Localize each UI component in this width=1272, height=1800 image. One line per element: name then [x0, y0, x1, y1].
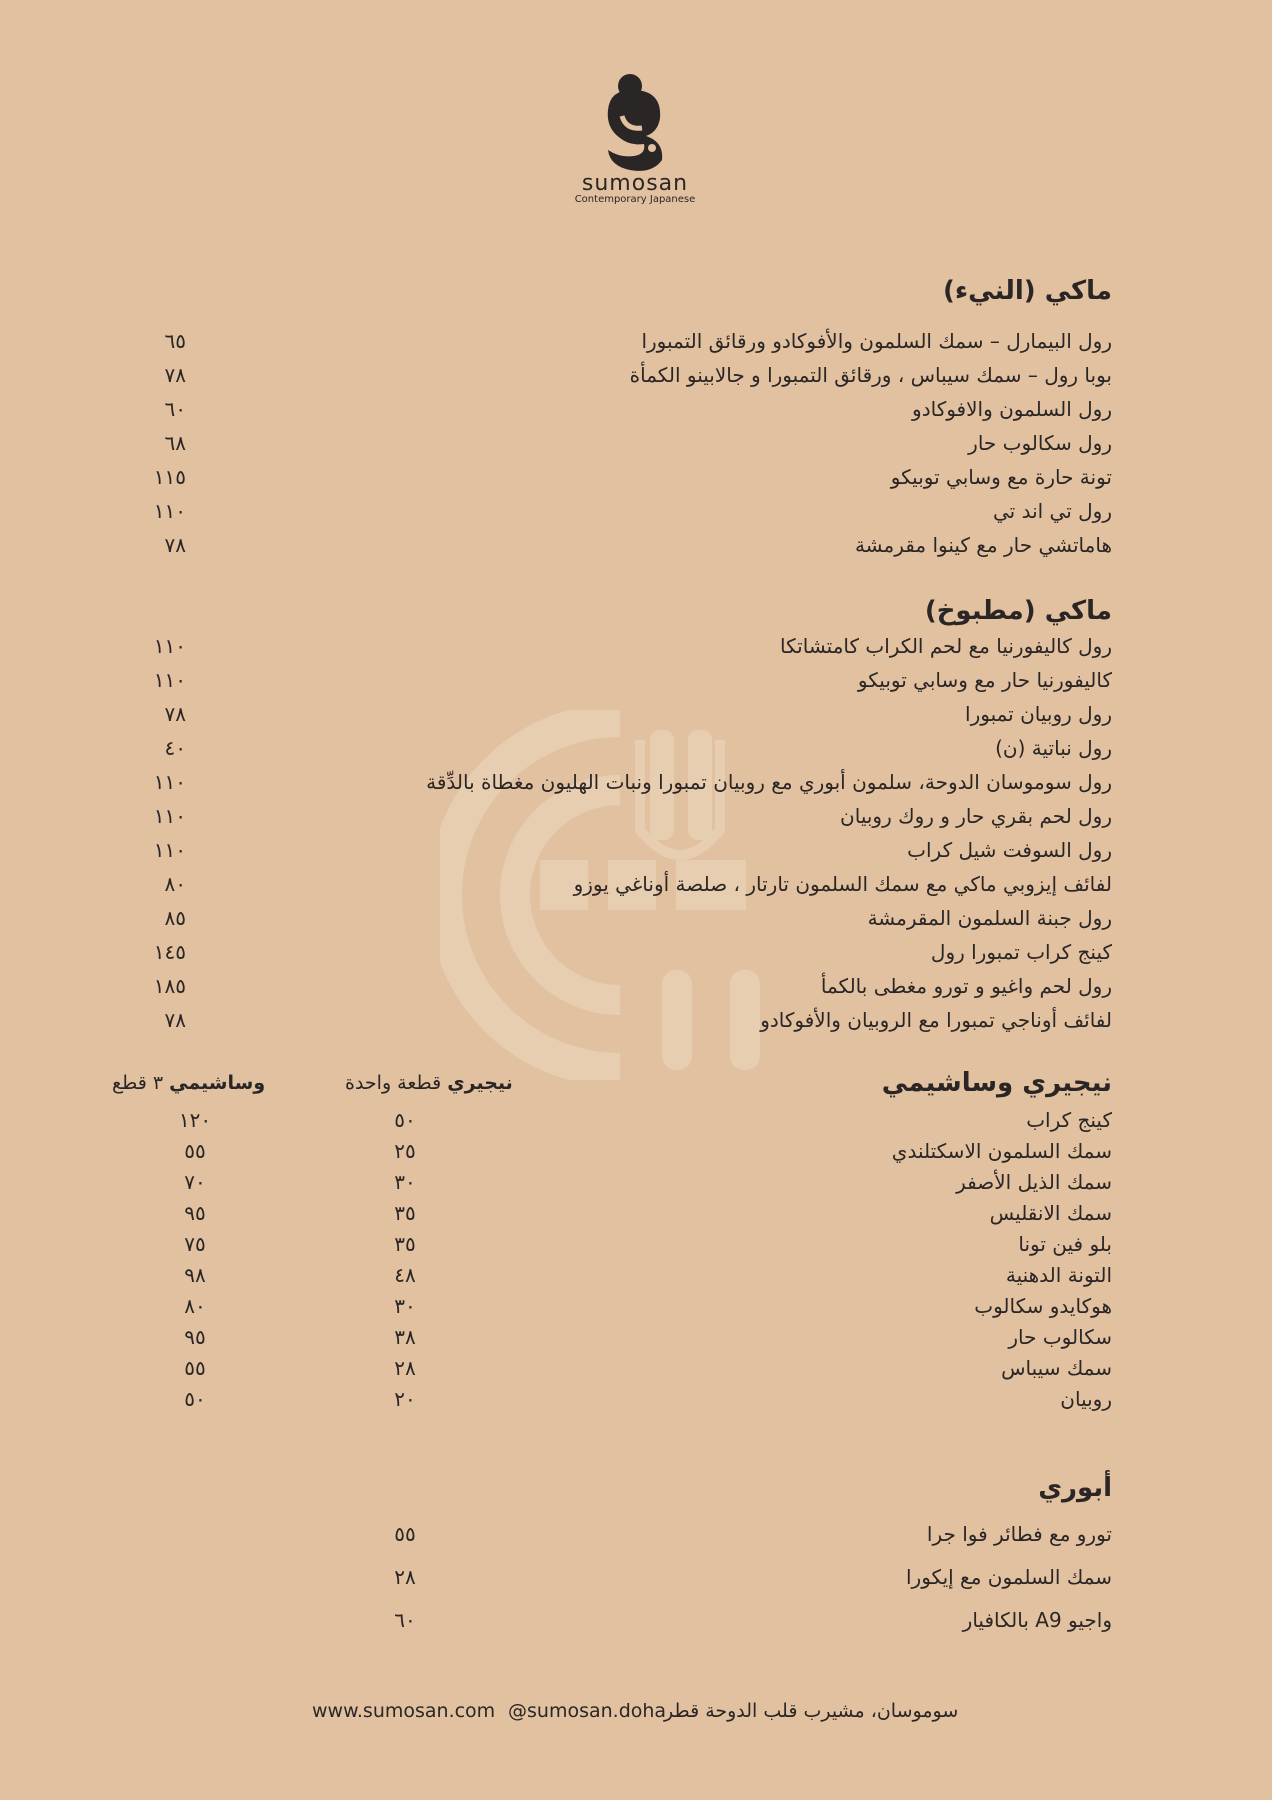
list-item — [150, 533, 1112, 565]
table-row — [150, 1325, 1112, 1355]
item-name: سمك السلمون الاسكتلندي — [891, 1139, 1112, 1163]
footer-instagram: @sumosan.doha — [508, 1700, 667, 1722]
item-price: ١١٠ — [153, 668, 186, 692]
nigiri-price: ٤٨ — [394, 1263, 416, 1287]
item-price: ١١٠ — [153, 499, 186, 523]
sumo-wrestler-icon — [590, 70, 680, 175]
item-price: ٦٥ — [164, 329, 186, 353]
item-price: ٦٠ — [394, 1608, 416, 1632]
list-item — [150, 838, 1112, 870]
item-name: سمك الانقليس — [989, 1201, 1112, 1225]
item-name: كاليفورنيا حار مع وسابي توبيكو — [857, 668, 1112, 692]
nigiri-price: ٢٨ — [394, 1356, 416, 1380]
item-name: لفائف أوناجي تمبورا مع الروبيان والأفوكادو — [760, 1008, 1112, 1032]
nigiri-price: ٣٥ — [394, 1201, 416, 1225]
item-name: رول نباتية (ن) — [995, 736, 1112, 760]
sumosan-logo — [560, 70, 710, 205]
item-name: كينج كراب — [1026, 1108, 1112, 1132]
table-row — [150, 1294, 1112, 1324]
sashimi-header-rest: ٣ قطع — [112, 1072, 164, 1094]
item-name: تورو مع فطائر فوا جرا — [926, 1522, 1112, 1546]
item-name: تونة حارة مع وسابي توبيكو — [890, 465, 1112, 489]
nigiri-price: ٢٥ — [394, 1139, 416, 1163]
nigiri-price: ٣٨ — [394, 1325, 416, 1349]
sashimi-price: ٥٥ — [184, 1356, 206, 1380]
nigiri-column-header — [345, 1072, 513, 1094]
list-item — [150, 736, 1112, 768]
list-item — [150, 431, 1112, 463]
item-name: سمك السلمون مع إيكورا — [905, 1565, 1112, 1589]
sashimi-price: ٧٥ — [184, 1232, 206, 1256]
sashimi-price: ٥٠ — [184, 1387, 206, 1411]
list-item — [150, 499, 1112, 531]
nigiri-price: ٣٠ — [394, 1170, 416, 1194]
item-name: بوبا رول – سمك سيباس ، ورقائق التمبورا و جالابينو الكمأة — [629, 363, 1112, 387]
item-name: بلو فين تونا — [1018, 1232, 1112, 1256]
item-name: رول لحم واغيو و تورو مغطى بالكمأ — [820, 974, 1112, 998]
item-price: ٧٨ — [164, 702, 186, 726]
item-name: كينج كراب تمبورا رول — [930, 940, 1112, 964]
list-item — [150, 1565, 1112, 1595]
item-price: ٧٨ — [164, 363, 186, 387]
sashimi-price: ٩٨ — [184, 1263, 206, 1287]
item-name: روبيان — [1060, 1387, 1112, 1411]
table-row — [150, 1356, 1112, 1386]
item-price: ٤٠ — [164, 736, 186, 760]
list-item — [150, 906, 1112, 938]
brand-name: sumosan — [581, 171, 689, 196]
item-price: ١١٠ — [153, 634, 186, 658]
item-name: رول لحم بقري حار و روك روبيان — [840, 804, 1112, 828]
item-price: ٥٥ — [394, 1522, 416, 1546]
item-price: ٧٨ — [164, 1008, 186, 1032]
table-row — [150, 1139, 1112, 1169]
item-price: ١١٠ — [153, 804, 186, 828]
nigiri-price: ٥٠ — [394, 1108, 416, 1132]
item-name: رول تي اند تي — [992, 499, 1112, 523]
sashimi-price: ٨٠ — [184, 1294, 206, 1318]
item-name: رول جبنة السلمون المقرمشة — [867, 906, 1112, 930]
section-title-aburi: أبوري — [1038, 1473, 1112, 1503]
sashimi-price: ١٢٠ — [178, 1108, 212, 1132]
item-price: ٢٨ — [394, 1565, 416, 1589]
nigiri-price: ٣٥ — [394, 1232, 416, 1256]
list-item — [150, 397, 1112, 429]
item-price: ١٨٥ — [153, 974, 186, 998]
item-price: ٨٠ — [164, 872, 186, 896]
item-name: سمك الذيل الأصفر — [956, 1170, 1112, 1194]
table-row — [150, 1263, 1112, 1293]
table-row — [150, 1387, 1112, 1417]
list-item — [150, 872, 1112, 904]
item-name: سكالوب حار — [1008, 1325, 1112, 1349]
item-price: ٦٠ — [164, 397, 186, 421]
item-name: رول سكالوب حار — [968, 431, 1112, 455]
item-name: واجيو A9 بالكافيار — [962, 1608, 1112, 1632]
list-item — [150, 974, 1112, 1006]
item-name: رول البيمارل – سمك السلمون والأفوكادو ورقائق التمبورا — [641, 329, 1112, 353]
section-title-nigiri-sashimi: نيجيري وساشيمي — [881, 1068, 1112, 1098]
table-row — [150, 1170, 1112, 1200]
item-price: ٦٨ — [164, 431, 186, 455]
item-name: رول سوموسان الدوحة، سلمون أبوري مع روبيان تمبورا ونبات الهليون مغطاة بالدِّقة — [426, 770, 1112, 794]
footer-website: www.sumosan.com — [312, 1700, 496, 1722]
nigiri-header-rest: قطعة واحدة — [345, 1072, 442, 1094]
list-item — [150, 1608, 1112, 1638]
footer-address: سوموسان، مشيرب قلب الدوحة قطر — [664, 1700, 959, 1722]
table-row — [150, 1108, 1112, 1138]
nigiri-price: ٢٠ — [394, 1387, 416, 1411]
list-item — [150, 940, 1112, 972]
sashimi-column-header — [112, 1072, 265, 1094]
table-row — [150, 1232, 1112, 1262]
table-row — [150, 1201, 1112, 1231]
item-price: ٧٨ — [164, 533, 186, 557]
sashimi-price: ٧٠ — [184, 1170, 206, 1194]
nigiri-price: ٣٠ — [394, 1294, 416, 1318]
brand-tagline: Contemporary Japanese — [574, 194, 696, 205]
item-name: هاماتشي حار مع كينوا مقرمشة — [854, 533, 1112, 557]
list-item — [150, 1008, 1112, 1040]
list-item — [150, 770, 1112, 802]
list-item — [150, 804, 1112, 836]
list-item — [150, 1522, 1112, 1552]
list-item — [150, 329, 1112, 361]
item-name: لفائف إيزوبي ماكي مع سمك السلمون تارتار ، صلصة أوناغي يوزو — [573, 872, 1112, 896]
item-name: رول السلمون والافوكادو — [912, 397, 1112, 421]
nigiri-header-bold: نيجيري — [447, 1072, 513, 1094]
item-name: هوكايدو سكالوب — [974, 1294, 1112, 1318]
list-item — [150, 668, 1112, 700]
sashimi-price: ٥٥ — [184, 1139, 206, 1163]
section-title-cooked-maki: ماكي (مطبوخ) — [924, 596, 1112, 626]
item-name: رول كاليفورنيا مع لحم الكراب كامتشاتكا — [780, 634, 1112, 658]
item-price: ١٤٥ — [153, 940, 186, 964]
item-price: ١١٥ — [153, 465, 186, 489]
list-item — [150, 363, 1112, 395]
item-price: ٨٥ — [164, 906, 186, 930]
list-item — [150, 465, 1112, 497]
item-price: ١١٠ — [153, 838, 186, 862]
list-item — [150, 634, 1112, 666]
list-item — [150, 702, 1112, 734]
section-title-raw-maki: ماكي (النيء) — [943, 276, 1112, 306]
sashimi-price: ٩٥ — [184, 1325, 206, 1349]
item-name: رول روبيان تمبورا — [965, 702, 1112, 726]
item-name: رول السوفت شيل كراب — [907, 838, 1112, 862]
sashimi-header-bold: وساشيمي — [169, 1072, 266, 1094]
item-name: التونة الدهنية — [1005, 1263, 1112, 1287]
sashimi-price: ٩٥ — [184, 1201, 206, 1225]
item-name: سمك سيباس — [1001, 1356, 1112, 1380]
item-price: ١١٠ — [153, 770, 186, 794]
